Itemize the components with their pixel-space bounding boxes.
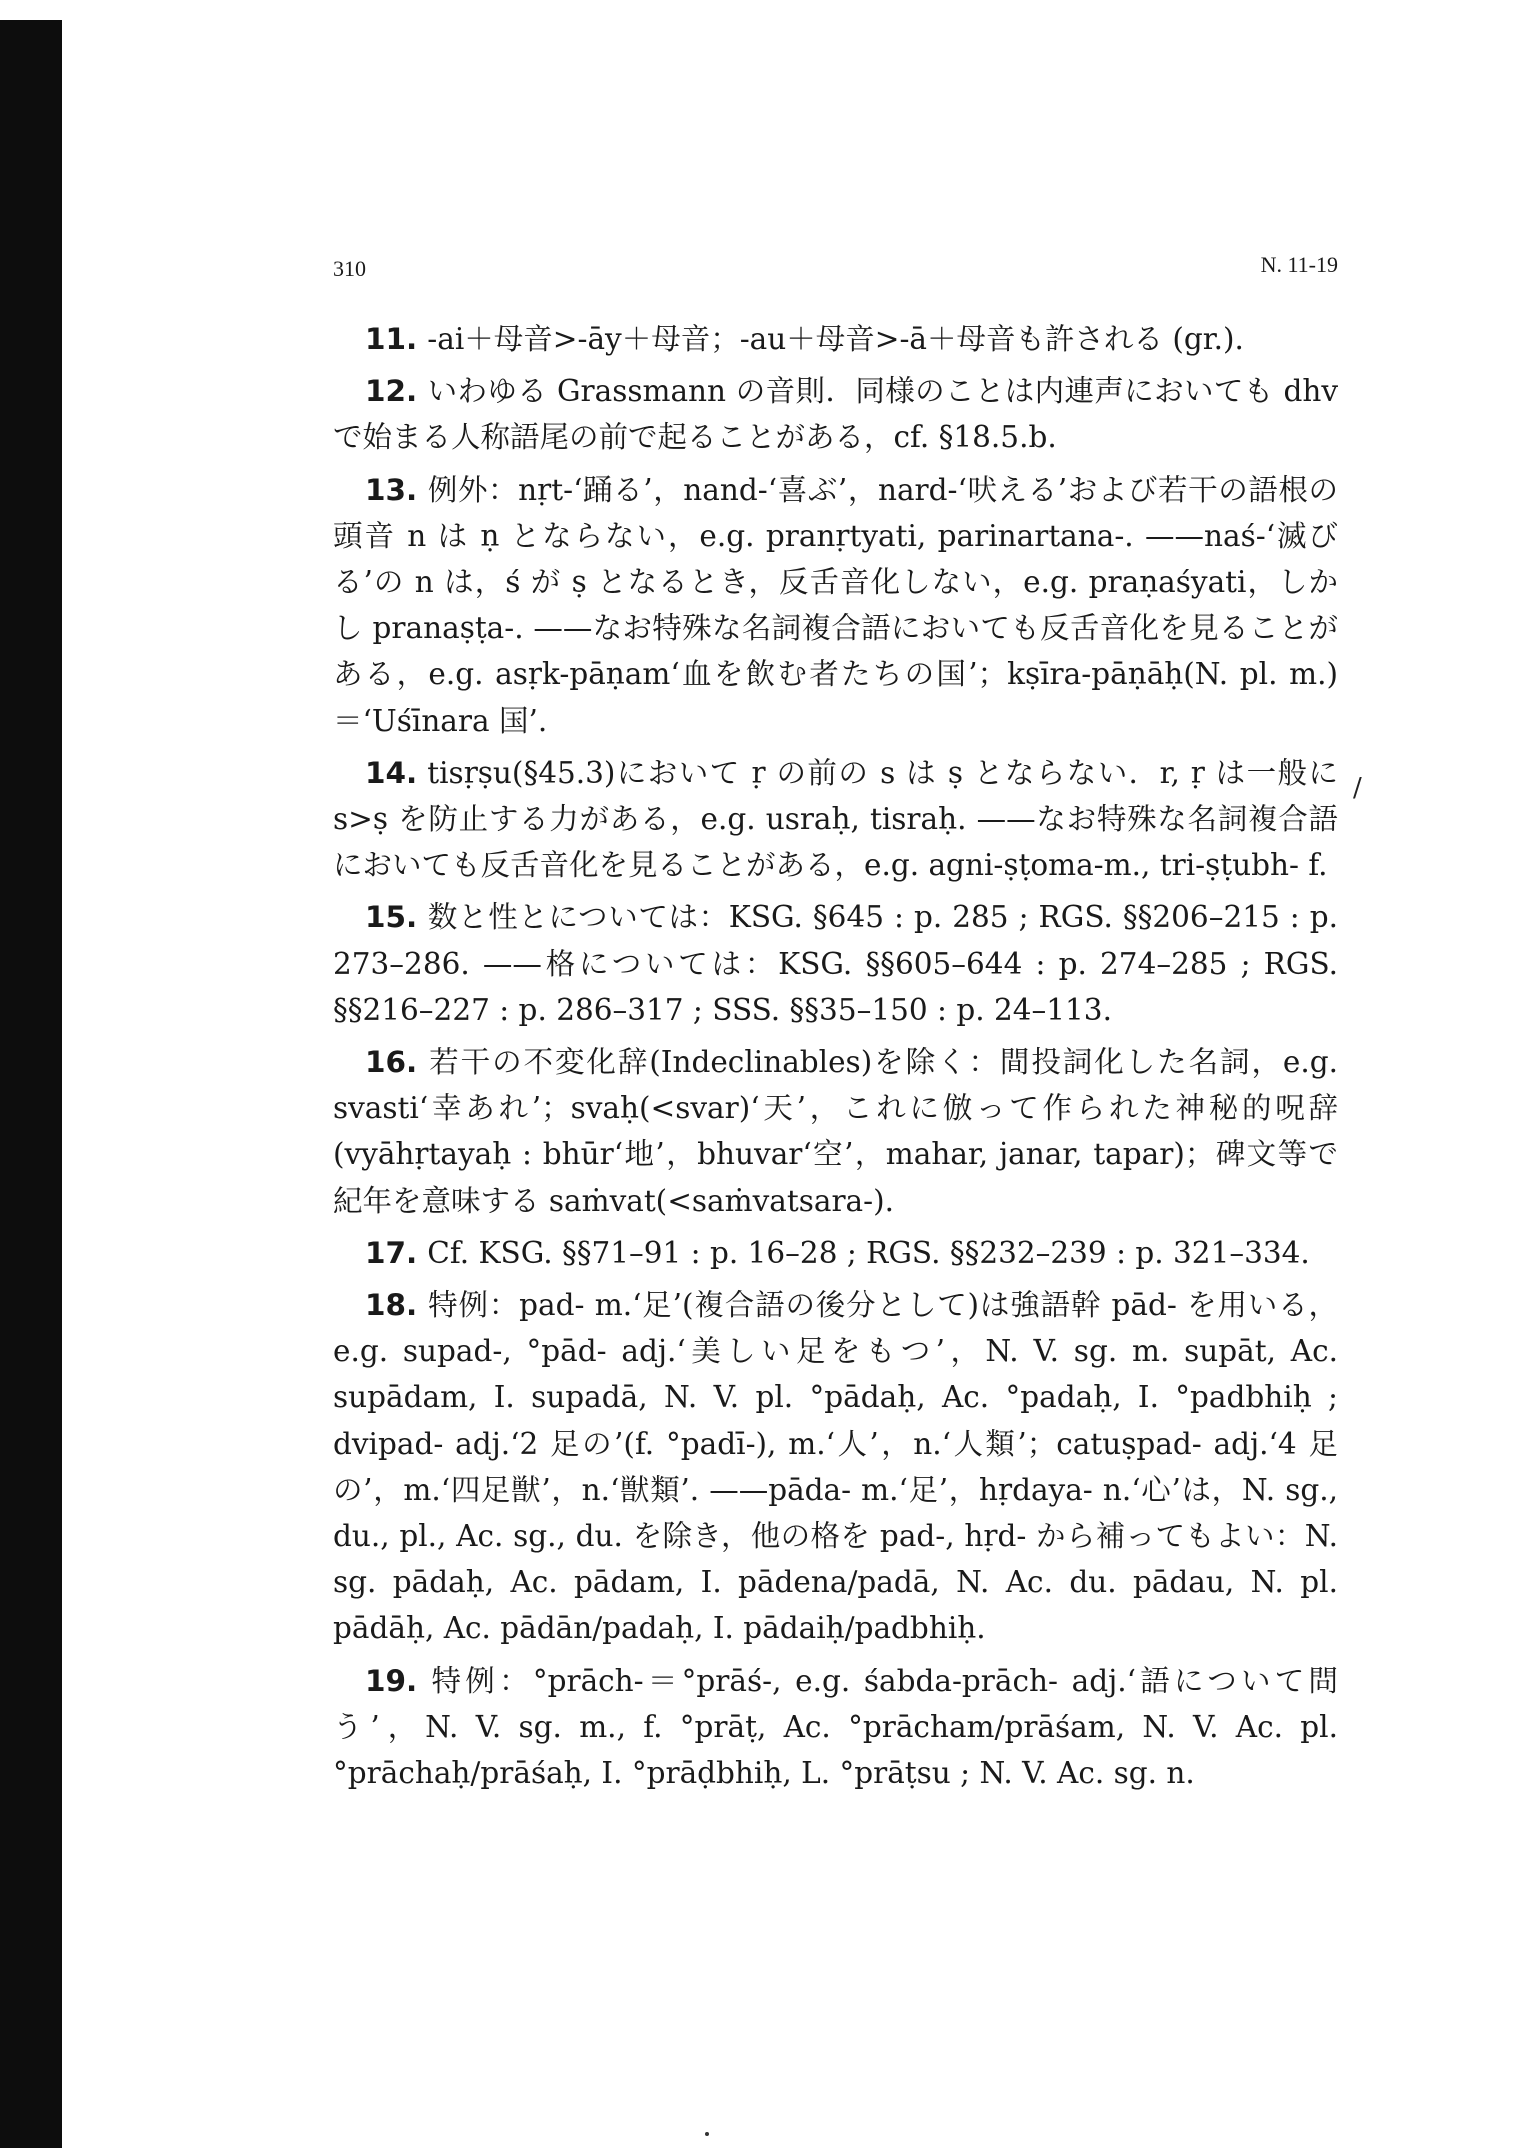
scan-edge-top	[0, 0, 62, 20]
note-16	[333, 1039, 1338, 1224]
note-number: 15.	[365, 900, 418, 935]
note-number: 11.	[365, 322, 418, 356]
scan-speck	[705, 2132, 709, 2136]
note-number: 18.	[365, 1288, 418, 1323]
notes-body	[333, 316, 1338, 1802]
margin-mark: /	[1353, 773, 1362, 803]
scan-binding-edge	[0, 20, 62, 2148]
note-number: 12.	[365, 374, 418, 409]
note-text: 特例：°prāch-＝°prāś-, e.g. śabda-prāch- adj.‘語について問う’，N. V. sg. m., f. °prāṭ, Ac. °prācham/prāśam, N. V. Ac. pl. °prāchaḥ/prāśaḥ, I. °prāḍbhiḥ, L. °prāṭsu ; N. V. Ac. sg. n.	[333, 1663, 1338, 1791]
note-text: Cf. KSG. §§71–91 : p. 16–28 ; RGS. §§232–239 : p. 321–334.	[427, 1235, 1310, 1270]
running-head: N. 11-19	[1260, 252, 1338, 277]
note-13	[333, 467, 1338, 744]
note-11	[333, 316, 1338, 362]
note-number: 19.	[365, 1663, 418, 1698]
note-17	[333, 1230, 1338, 1276]
note-text: 若干の不変化辞(Indeclinables)を除く：間投詞化した名詞，e.g. svasti‘幸あれ’；svaḥ(<svar)‘天’，これに倣って作られた神秘的呪辞(vyāhṛtayaḥ : bhūr‘地’，bhuvar‘空’，mahar, janar, tapar)；碑文等で紀年を意味する saṁvat(<saṁvatsara-).	[333, 1045, 1338, 1218]
page-header	[333, 252, 1338, 296]
note-number: 14.	[365, 755, 418, 790]
note-text: 特例：pad- m.‘足’(複合語の後分として)は強語幹 pād- を用いる，e.g. supad-, °pād- adj.‘美しい足をもつ’，N. V. sg. m. supāt, Ac. supādam, I. supadā, N. V. pl. °pādaḥ, Ac. °padaḥ, I. °padbhiḥ ; dvipad- adj.‘2 足の’(f. °padī-), m.‘人’，n.‘人類’；catuṣpad- adj.‘4 足の’，m.‘四足獣’，n.‘獣類’. ——pāda- m.‘足’，hṛdaya- n.‘心’は，N. sg., du., pl., Ac. sg., du. を除き，他の格を pad-, hṛd- から補ってもよい：N. sg. pādaḥ, Ac. pādam, I. pādena/padā, N. Ac. du. pādau, N. pl. pādāḥ, Ac. pādān/padaḥ, I. pādaiḥ/padbhiḥ.	[333, 1288, 1338, 1646]
note-text: tisṛṣu(§45.3)において ṛ の前の s は ṣ とならない．r, ṛ は一般に s>ṣ を防止する力がある，e.g. usraḥ, tisraḥ. ——なお特殊な名詞複合語においても反舌音化を見ることがある，e.g. agni-ṣṭoma-m., tri-ṣṭubh- f.	[333, 755, 1338, 883]
note-text: 例外：nṛt-‘踊る’，nand-‘喜ぶ’，nard-‘吠える’および若干の語根の頭音 n は ṇ とならない，e.g. pranṛtyati, parinartana-. ——naś-‘滅びる’の n は，ś が ṣ となるとき，反舌音化しない，e.g. praṇaśyati，しかし pranaṣṭa-. ——なお特殊な名詞複合語においても反舌音化を見ることがある，e.g. asṛk-pāṇam‘血を飲む者たちの国’；kṣīra-pāṇāḥ(N. pl. m.)＝‘Uśīnara 国’.	[333, 472, 1338, 738]
note-text: 数と性とについては：KSG. §645 : p. 285 ; RGS. §§206–215 : p. 273–286. ——格については：KSG. §§605–644 : p. 274–285 ; RGS. §§216–227 : p. 286–317 ; SSS. §§35–150 : p. 24–113.	[333, 900, 1338, 1027]
note-19	[333, 1658, 1338, 1797]
note-18	[333, 1282, 1338, 1652]
note-text: いわゆる Grassmann の音則．同様のことは内連声においても dhv で始まる人称語尾の前で起ることがある，cf. §18.5.b.	[333, 374, 1338, 455]
note-15	[333, 894, 1338, 1033]
note-number: 17.	[365, 1235, 418, 1270]
note-14	[333, 750, 1338, 889]
note-number: 13.	[365, 472, 418, 507]
page-number: 310	[333, 256, 366, 281]
note-text: -ai＋母音>-āy＋母音；-au＋母音>-ā＋母音も許される (gr.).	[427, 322, 1244, 356]
note-12	[333, 368, 1338, 460]
note-number: 16.	[365, 1045, 418, 1080]
